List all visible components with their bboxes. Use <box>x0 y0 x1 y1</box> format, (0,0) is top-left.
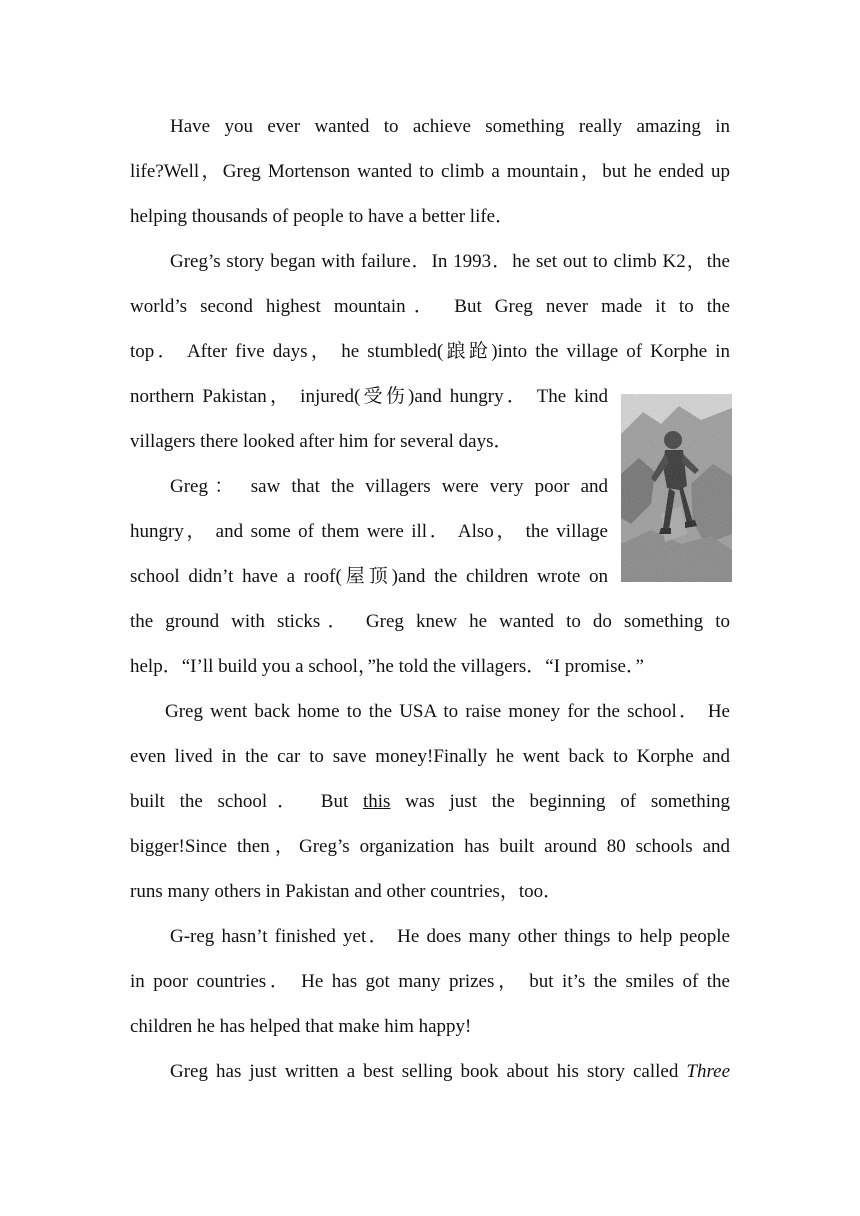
text-line: life?Well，Greg Mortenson wanted to climb a mountain，but he ended up <box>130 161 730 182</box>
book-title-italic: Three <box>686 1061 730 1082</box>
text-line: northern Pakistan， injured(受伤)and hungry． The kind <box>130 386 608 407</box>
text-line: children he has helped that make him happy! <box>130 1016 472 1037</box>
underlined-word: this <box>362 791 391 812</box>
text-segment: Greg has just written a best selling book about his story called <box>170 1061 687 1082</box>
text-line: in poor countries． He has got many prizes， but it’s the smiles of the <box>130 971 730 992</box>
text-line <box>130 788 730 816</box>
text-line: bigger!Since then，Greg’s organization has built around 80 schools and <box>130 836 730 857</box>
text-segment: was just the beginning of something <box>390 791 730 812</box>
climber-photo <box>621 394 732 582</box>
text-line: Greg’s story began with failure．In 1993．he set out to climb K2，the <box>170 251 730 272</box>
text-line: the ground with sticks． Greg knew he wanted to do something to <box>130 611 730 632</box>
text-line: Greg： saw that the villagers were very poor and <box>170 476 608 497</box>
text-line: helping thousands of people to have a better life． <box>130 206 515 227</box>
text-line: G-reg hasn’t finished yet． He does many other things to help people <box>170 926 730 947</box>
text-line: top． After five days， he stumbled(踉跄)into the village of Korphe in <box>130 341 730 362</box>
text-segment: built the school． But <box>130 791 363 812</box>
text-line: help．“I’ll build you a school，”he told the villagers．“I promise．” <box>130 656 644 677</box>
text-line: villagers there looked after him for several days． <box>130 431 513 452</box>
text-line: school didn’t have a roof(屋顶)and the children wrote on <box>130 566 608 587</box>
text-line <box>170 1058 730 1086</box>
text-line: runs many others in Pakistan and other countries，too． <box>130 881 563 902</box>
text-line: Have you ever wanted to achieve something really amazing in <box>170 116 730 137</box>
text-line: hungry， and some of them were ill． Also， the village <box>130 521 608 542</box>
text-line: Greg went back home to the USA to raise money for the school． He <box>165 701 730 722</box>
text-line: world’s second highest mountain． But Greg never made it to the <box>130 296 730 317</box>
text-line: even lived in the car to save money!Finally he went back to Korphe and <box>130 746 730 767</box>
